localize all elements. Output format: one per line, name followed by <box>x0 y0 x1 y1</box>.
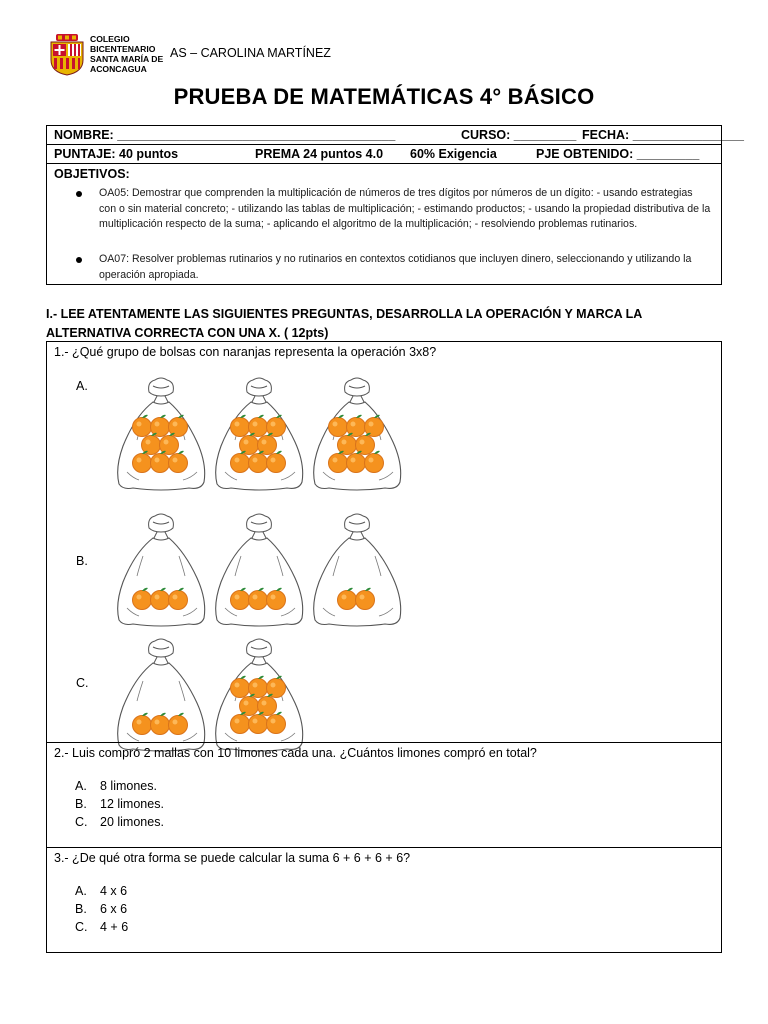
question-2-option-b[interactable]: B. 12 limones. <box>75 797 164 811</box>
objectives-title: OBJETIVOS: <box>54 167 130 181</box>
bag-knot <box>149 639 174 665</box>
date-field[interactable]: FECHA: ________________ <box>582 128 744 142</box>
school-crest-icon <box>50 34 84 76</box>
student-info-table <box>46 125 744 285</box>
objective-oa05: OA05: Demostrar que comprenden la multiplicación de números de tres dígitos por números de un dígito: - usando estrategias con o sin material concreto; - utilizando las tablas de multiplicación; - estimando productos; - usando la propiedad distributiva de la multiplicación respecto de la suma; - aplicando el algoritmo de la multiplicación; - resolviendo problemas rutinarios. <box>99 187 711 231</box>
exigency: 60% Exigencia <box>410 147 497 161</box>
info-row-name <box>47 126 744 145</box>
section-instruction: I.- LEE ATENTAMENTE LAS SIGUIENTES PREGUNTAS, DESARROLLA LA OPERACIÓN Y MARCA LA ALTERNATIVA CORRECTA CON UNA X. ( 12pts) <box>46 307 642 340</box>
objectives-section <box>47 164 721 286</box>
prema-score: PREMA 24 puntos 4.0 <box>255 147 384 161</box>
bag-knot <box>149 378 174 404</box>
question-3-text: 3.- ¿De qué otra forma se puede calcular la suma 6 + 6 + 6 + 6? <box>54 851 411 865</box>
info-row-score <box>47 145 721 164</box>
page-title: PRUEBA DE MATEMÁTICAS 4° BÁSICO <box>173 84 595 109</box>
school-name: COLEGIO BICENTENARIO SANTA MARÍA DE ACONCAGUA <box>90 34 164 74</box>
bag-outline <box>118 538 205 626</box>
question-2-text: 2.- Luis compró 2 mallas con 10 limones cada una. ¿Cuántos limones compró en total? <box>54 746 537 760</box>
objective-oa07: OA07: Resolver problemas rutinarios y no rutinarios en contextos cotidianos que incluyen dinero, seleccionando y utilizando la operación apropiada. <box>99 253 692 281</box>
total-score: PUNTAJE: 40 puntos <box>54 147 179 161</box>
question-3-option-b[interactable]: B. 6 x 6 <box>75 902 128 916</box>
question-2-option-c[interactable]: C. 20 limones. <box>75 815 164 829</box>
bullet-icon <box>76 257 82 263</box>
orange-bag <box>113 512 209 630</box>
bag-outline <box>216 538 303 626</box>
question-3-option-a[interactable]: A. 4 x 6 <box>75 884 128 898</box>
bag-knot <box>247 378 272 404</box>
bag-outline <box>314 538 401 626</box>
option-b-label[interactable]: B. <box>76 554 88 568</box>
question-3-option-c[interactable]: C. 4 + 6 <box>75 920 129 934</box>
bag-knot <box>149 514 174 540</box>
orange-bag <box>211 637 307 755</box>
question-2-option-a[interactable]: A. 8 limones. <box>75 779 157 793</box>
option-c-label[interactable]: C. <box>76 676 89 690</box>
orange-bag <box>309 512 405 630</box>
bag-knot <box>345 378 370 404</box>
orange-bag <box>211 512 307 630</box>
obtained-score-field[interactable]: PJE OBTENIDO: _________ <box>536 147 700 161</box>
bullet-icon <box>76 191 82 197</box>
orange-bag <box>113 637 209 755</box>
question-1-text: 1.- ¿Qué grupo de bolsas con naranjas representa la operación 3x8? <box>54 345 437 359</box>
bag-knot <box>247 639 272 665</box>
option-a-label[interactable]: A. <box>76 379 88 393</box>
orange-bag <box>113 376 209 494</box>
bag-knot <box>247 514 272 540</box>
teacher-name: AS – CAROLINA MARTÍNEZ <box>170 46 331 60</box>
question-1 <box>46 341 722 743</box>
question-2 <box>46 742 722 848</box>
bag-outline <box>118 663 205 751</box>
orange-bag <box>211 376 307 494</box>
orange-bag <box>309 376 405 494</box>
bag-knot <box>345 514 370 540</box>
name-field[interactable]: NOMBRE: ________________________________________ <box>54 128 396 142</box>
course-field[interactable]: CURSO: _________ <box>461 128 577 142</box>
question-3 <box>46 847 722 953</box>
